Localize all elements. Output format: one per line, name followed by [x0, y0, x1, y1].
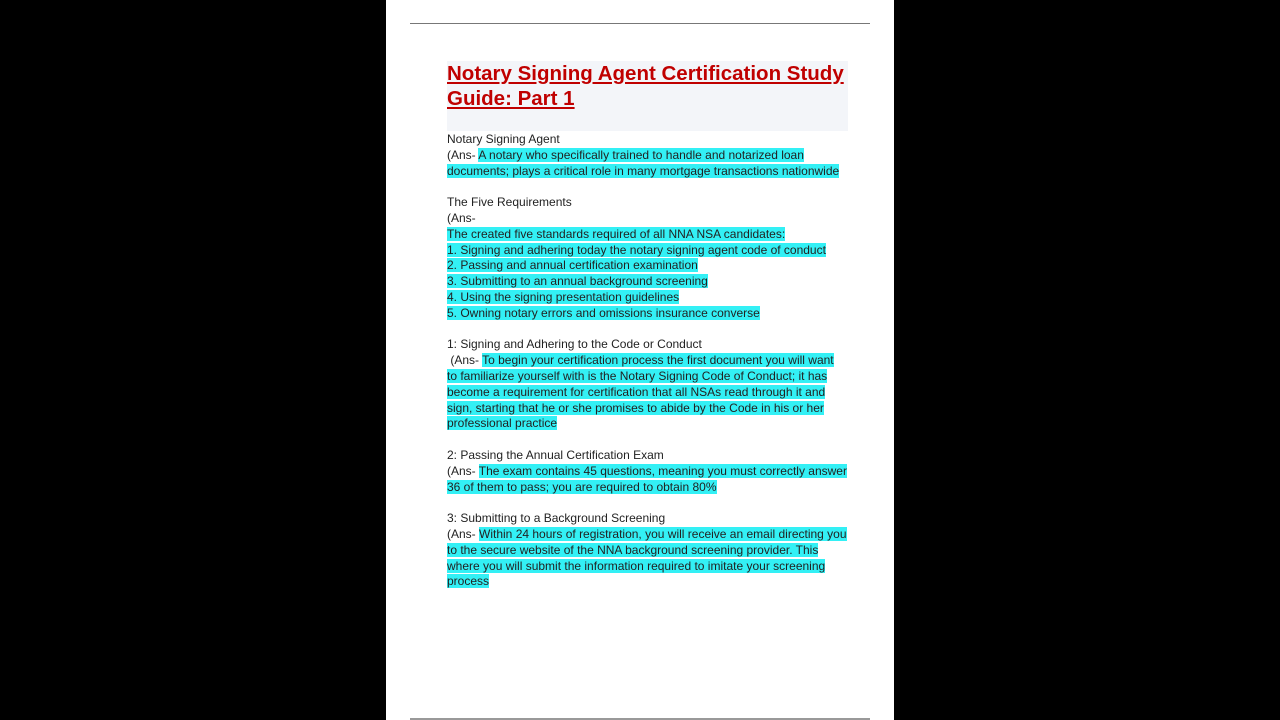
- requirement-item-3: 3. Submitting to an annual background screening: [447, 274, 708, 289]
- title-line-1: Notary Signing Agent Certification Study: [447, 62, 844, 85]
- answer-line: A notary who specifically trained to handle and notarized loan: [478, 147, 804, 162]
- answer-prefix: (Ans-: [447, 463, 479, 478]
- qa-section-certification-exam: [447, 448, 857, 495]
- qa-section-code-of-conduct: [447, 337, 857, 432]
- answer-line: documents; plays a critical role in many mortgage transactions nationwide: [447, 163, 840, 178]
- question: The Five Requirements: [447, 195, 572, 210]
- requirement-item-2: 2. Passing and annual certification examination: [447, 258, 698, 273]
- answer-line: become a requirement for certification that all NSAs read through it and: [447, 384, 826, 399]
- question: 2: Passing the Annual Certification Exam: [447, 447, 664, 462]
- answer-prefix: (Ans-: [447, 147, 479, 162]
- document-page: [386, 0, 894, 720]
- question: Notary Signing Agent: [447, 132, 560, 146]
- document-body: [447, 132, 857, 606]
- title-box: [447, 61, 848, 131]
- answer-line: Within 24 hours of registration, you will receive an email directing you: [479, 526, 847, 541]
- answer-line: 36 of them to pass; you are required to obtain 80%: [447, 479, 717, 494]
- title-line-2: Guide: Part 1: [447, 87, 575, 110]
- requirement-item-1: 1. Signing and adhering today the notary signing agent code of conduct: [447, 242, 826, 257]
- answer-line: The exam contains 45 questions, meaning you must correctly answer: [478, 463, 847, 478]
- header-rule: [410, 23, 870, 24]
- answer-line: sign, starting that he or she promises to abide by the Code in his or her: [447, 400, 824, 415]
- qa-section-background-screening: [447, 511, 857, 590]
- answer-line: where you will submit the information required to imitate your screening: [447, 558, 826, 573]
- answer-line: to familiarize yourself with is the Notary Signing Code of Conduct; it has: [447, 368, 828, 383]
- answer-prefix: (Ans-: [447, 353, 483, 368]
- answer-line: The created five standards required of all NNA NSA candidates:: [447, 226, 786, 241]
- answer-prefix: (Ans-: [447, 210, 476, 225]
- qa-section-notary-signing-agent: [447, 132, 857, 179]
- requirement-item-5: 5. Owning notary errors and omissions insurance converse: [447, 305, 760, 320]
- question: 3: Submitting to a Background Screening: [447, 511, 666, 526]
- answer-prefix: (Ans-: [447, 526, 480, 541]
- qa-section-five-requirements: [447, 195, 857, 321]
- answer-line: To begin your certification process the first document you will want: [482, 353, 834, 368]
- answer-line: process: [447, 574, 490, 589]
- document-title: [447, 61, 844, 111]
- answer-line: professional practice: [447, 416, 558, 431]
- question: 1: Signing and Adhering to the Code or Conduct: [447, 337, 702, 352]
- answer-line: to the secure website of the NNA background screening provider. This: [447, 542, 819, 557]
- requirement-item-4: 4. Using the signing presentation guidelines: [447, 289, 680, 304]
